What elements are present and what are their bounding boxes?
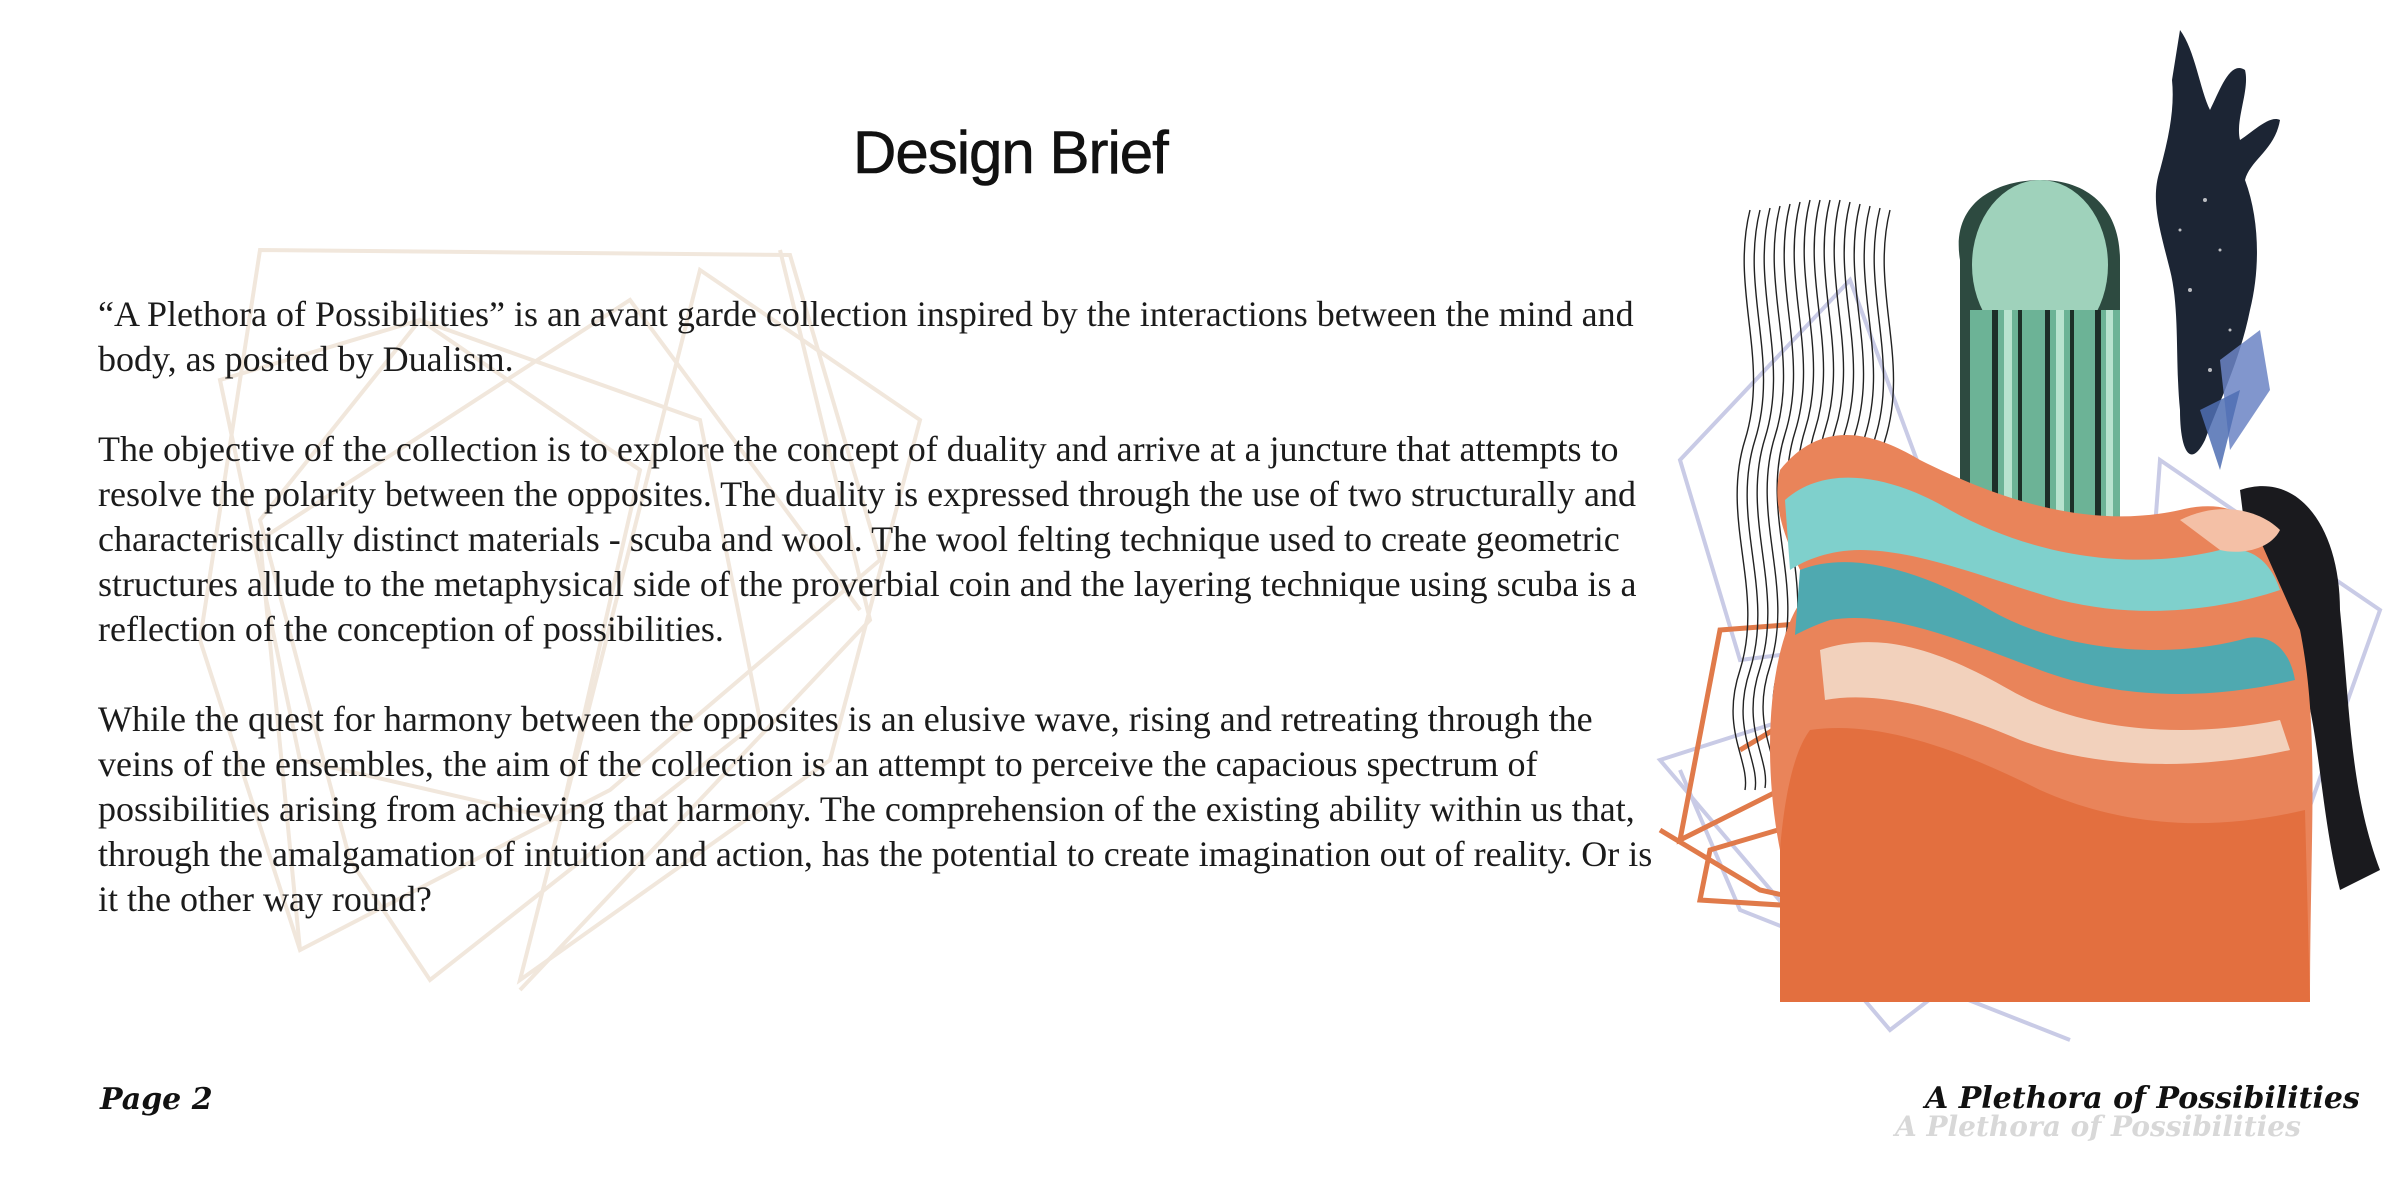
page-title: Design Brief bbox=[853, 119, 1168, 186]
teal-striped-face bbox=[1959, 180, 2120, 540]
page-number: Page 2 bbox=[100, 1082, 213, 1117]
design-brief-text bbox=[98, 292, 1668, 967]
paragraph-intro: “A Plethora of Possibilities” is an avant garde collection inspired by the interactions between the mind and body, as posited by Dualism. bbox=[98, 294, 1634, 379]
collage-illustration bbox=[1620, 30, 2400, 1050]
paragraph-harmony: While the quest for harmony between the opposites is an elusive wave, rising and retreating through the veins of the ensembles, the aim of the collection is an attempt to perceive the capacious spectrum of possibilities arising from achieving that harmony. The comprehension of the existing ability within us that, through the amalgamation of intuition and action, has the potential to create imagination out of reality. Or is it the other way round? bbox=[98, 699, 1653, 919]
footer-title-shadow: A Plethora of Possibilities bbox=[1895, 1110, 2301, 1143]
orange-flowing-figure bbox=[1770, 435, 2313, 1002]
footer-collection-title: A Plethora of Possibilities bbox=[1925, 1081, 2360, 1116]
starry-hand-figure bbox=[2156, 30, 2280, 470]
paragraph-objective: The objective of the collection is to explore the concept of duality and arrive at a juncture that attempts to resolve the polarity between the opposites. The duality is expressed through the use of two structurally and characteristically distinct materials - scuba and wool. The wool felting technique used to create geometric structures allude to the metaphysical side of the proverbial coin and the layering technique using scuba is a reflection of the conception of possibilities. bbox=[98, 429, 1637, 649]
